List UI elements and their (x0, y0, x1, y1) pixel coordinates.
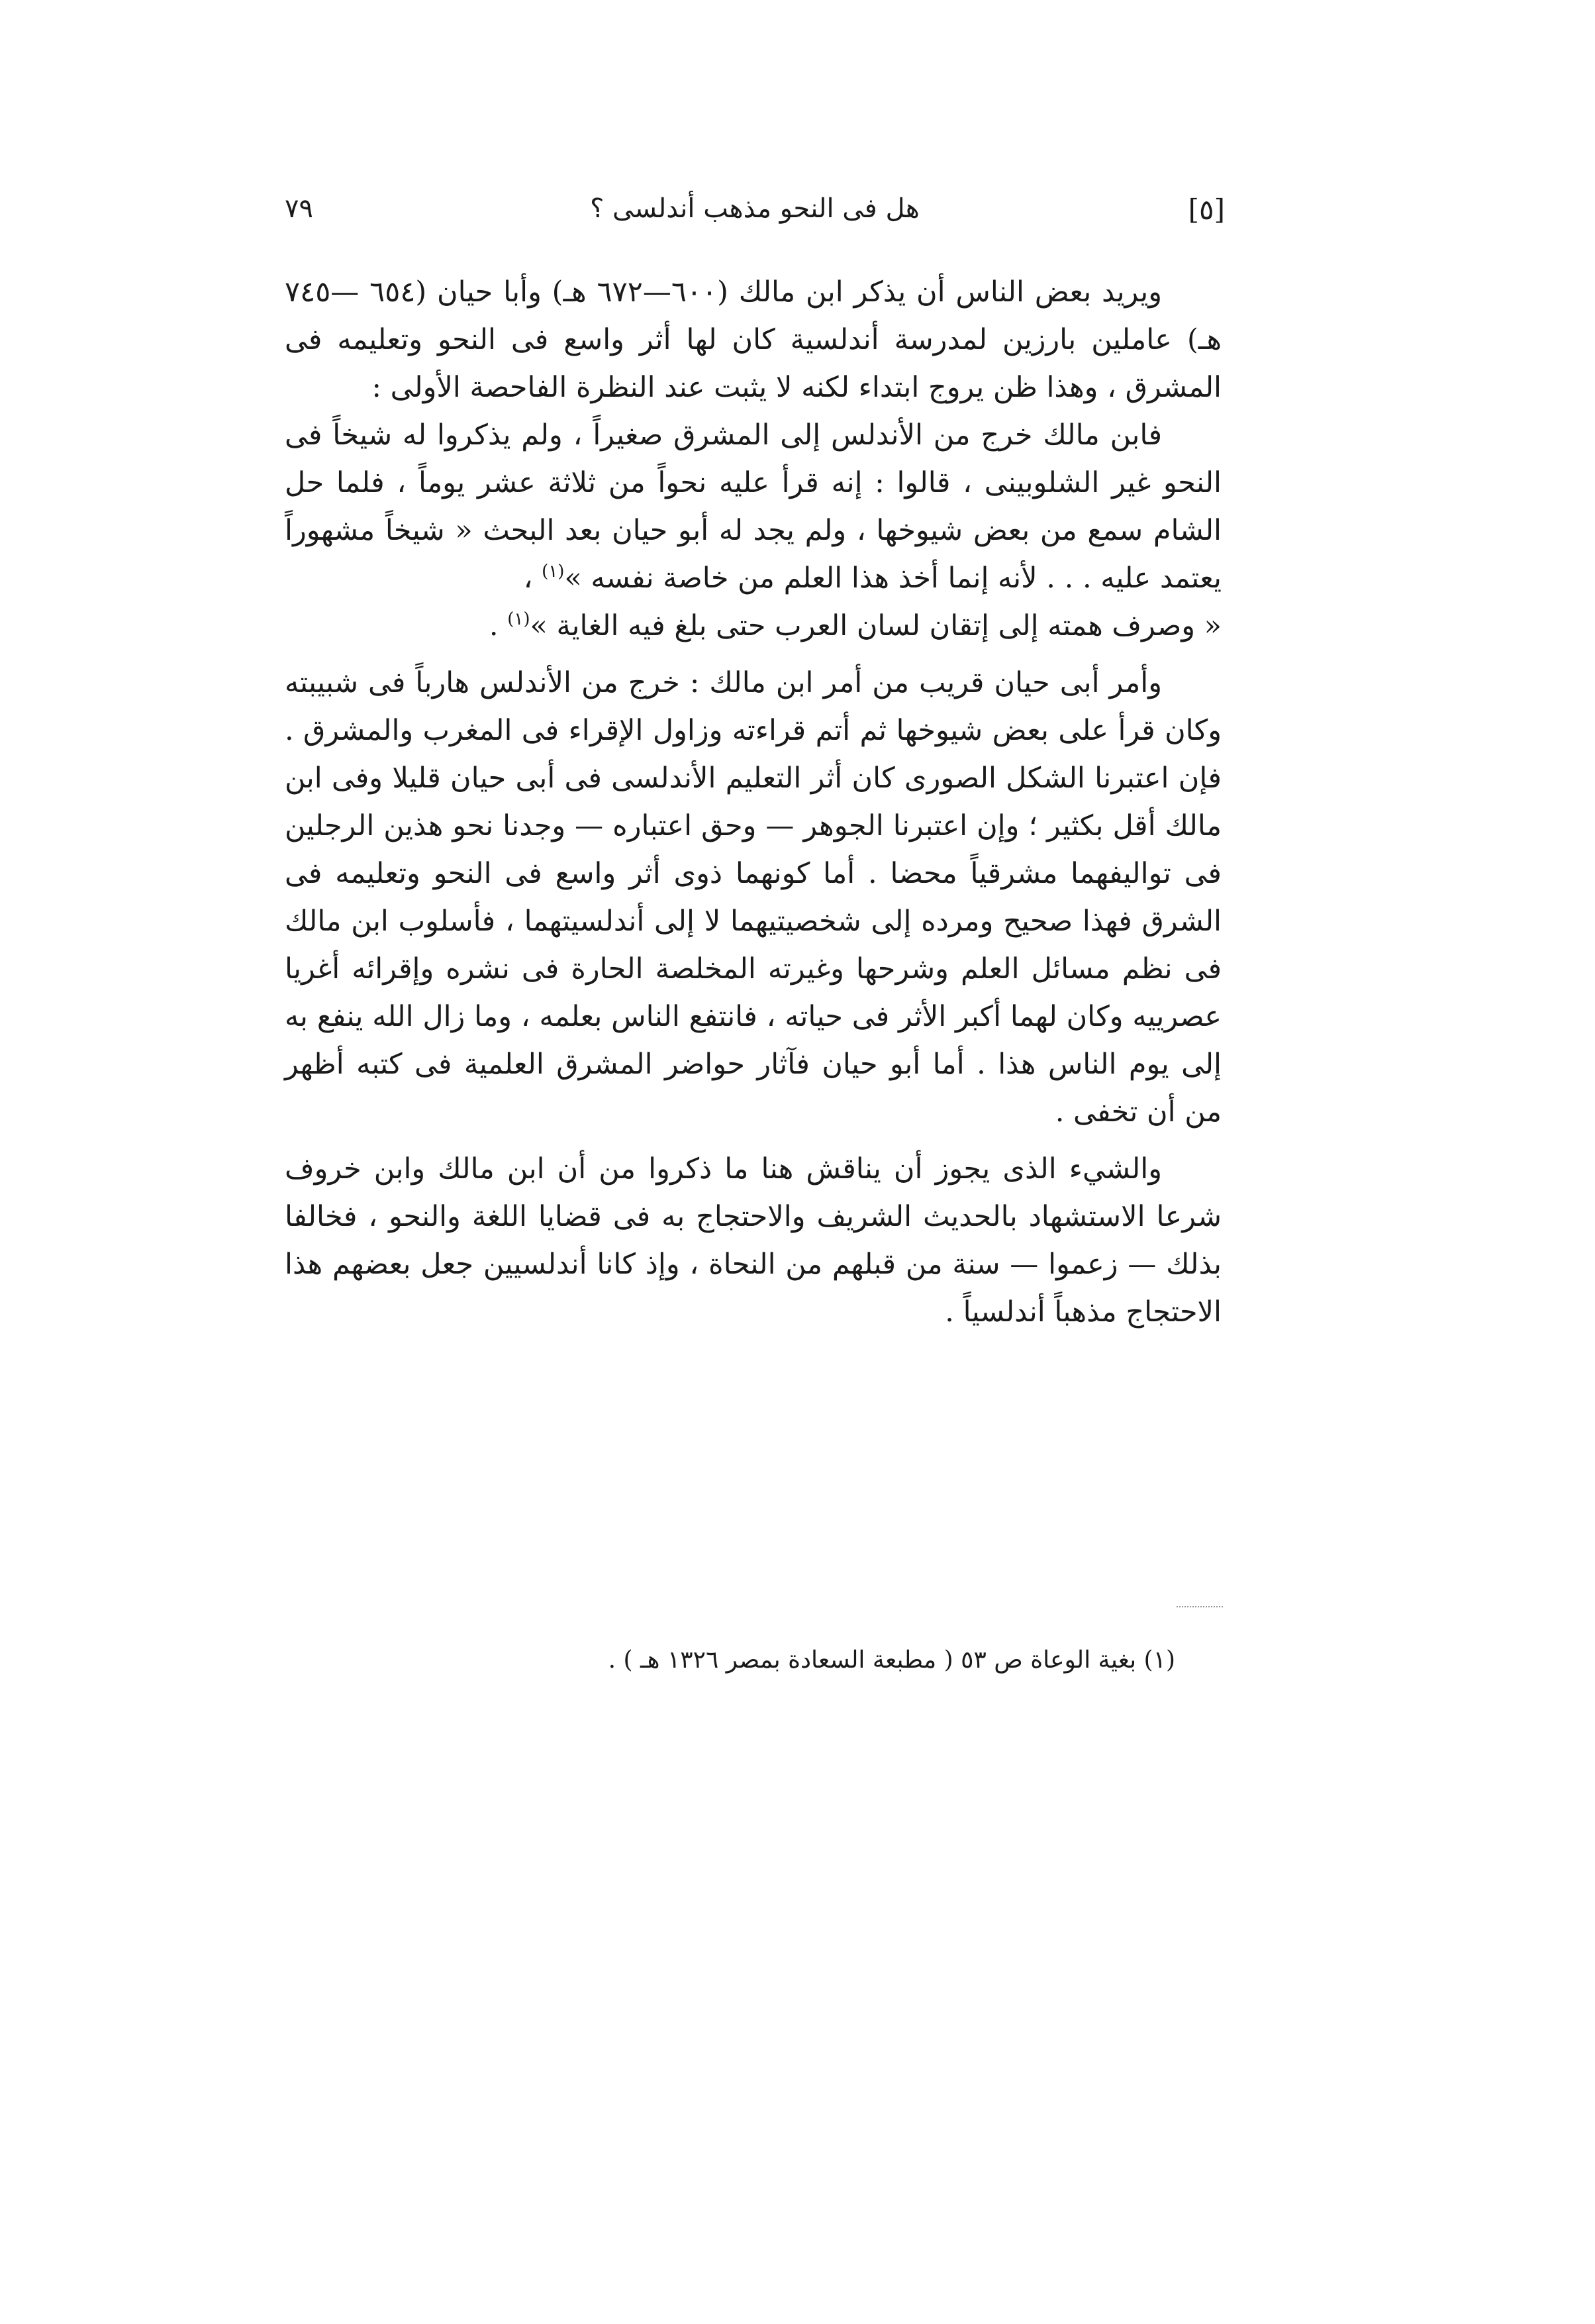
section-mark: [٥] (1188, 193, 1225, 226)
page-header (285, 193, 1225, 240)
paragraph-5: والشيء الذى يجوز أن يناقش هنا ما ذكروا من أن ابن مالك وابن خروف شرعا الاستشهاد بالحديث الشريف والاحتجاج به فى قضايا اللغة والنحو ، فخالفا بذلك — زعموا — سنة من قبلهم من النحاة ، وإذ كانا أندلسيين جعل بعضهم هذا الاحتجاج مذهباً أندلسياً . (285, 1152, 1222, 1329)
paragraph-3: « وصرف همته إلى إتقان لسان العرب حتى بلغ فيه الغاية »$^{(١)}$ . (489, 609, 1222, 642)
running-title: هل فى النحو مذهب أندلسى ؟ (590, 193, 920, 224)
footnote: (١) بغية الوعاة ص ٥٣ ( مطبعة السعادة بمصر ١٣٢٦ هـ ) . (608, 1646, 1175, 1674)
footnote-rule (1177, 1606, 1223, 1607)
footnote-ref-1: (١) (542, 562, 565, 581)
page-number: ٧٩ (285, 193, 313, 224)
paragraph-1: ويريد بعض الناس أن يذكر ابن مالك (٦٠٠—٦٧٢ هـ) وأبا حيان (٦٥٤ —٧٤٥ هـ) عاملين بارزين لمدرسة أندلسية كان لها أثر واسع فى النحو وتعليمه فى المشرق ، وهذا ظن يروج ابتداء لكنه لا يثبت عند النظرة الفاحصة الأولى : (285, 276, 1222, 404)
body-text (285, 268, 1222, 1336)
paragraph-2: فابن مالك خرج من الأندلس إلى المشرق صغيراً ، ولم يذكروا له شيخاً فى النحو غير الشلوبينى ، قالوا : إنه قرأ عليه نحواً من ثلاثة عشر يوماً ، فلما حل الشام سمع من بعض شيوخها ، ولم يجد له أبو حيان بعد البحث « شيخاً مشهوراً يعتمد عليه . . . لأنه إنما أخذ هذا العلم من خاصة نفسه »$^{(١)}$ ، (285, 419, 1222, 595)
paragraph-2-tail: ، (523, 562, 533, 595)
paragraph-4: وأمر أبى حيان قريب من أمر ابن مالك : خرج من الأندلس هارباً فى شبيبته وكان قرأ على بعض شيوخها ثم أتم قراءته وزاول الإقراء فى المغرب والمشرق . فإن اعتبرنا الشكل الصورى كان أثر التعليم الأندلسى فى أبى حيان قليلا وفى ابن مالك أقل بكثير ؛ وإن اعتبرنا الجوهر — وحق اعتباره — وجدنا نحو هذين الرجلين فى تواليفهما مشرقياً محضا . أما كونهما ذوى أثر واسع فى النحو وتعليمه فى الشرق فهذا صحيح ومرده إلى شخصيتيهما لا إلى أندلسيتهما ، فأسلوب ابن مالك فى نظم مسائل العلم وشرحها وغيرته المخلصة الحارة فى نشره وإقرائه أغريا عصرييه وكان لهما أكبر الأثر فى حياته ، فانتفع الناس بعلمه ، وما زال الله ينفع به إلى يوم الناس هذا . أما أبو حيان فآثار حواضر المشرق العلمية فى كتبه أظهر من أن تخفى . (285, 666, 1222, 1129)
paragraph-3-tail: . (489, 609, 499, 642)
footnote-ref-2: (١) (507, 609, 530, 629)
